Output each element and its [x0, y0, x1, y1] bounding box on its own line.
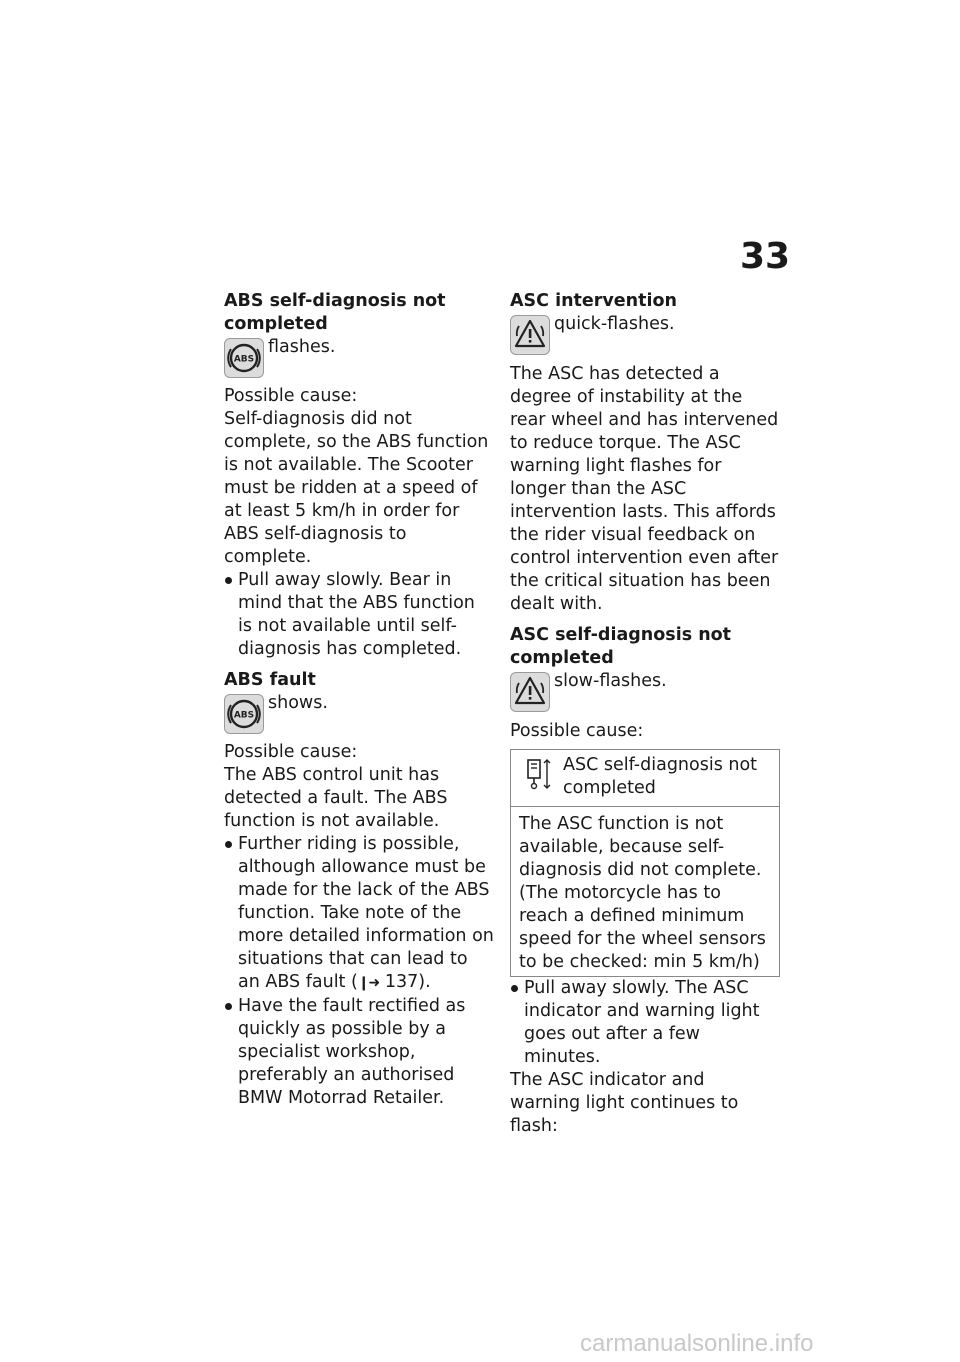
bullet-dot [225, 1003, 232, 1010]
page-number: 33 [740, 236, 791, 277]
abs-selfdiag-lamp-state: flashes. [268, 337, 336, 357]
abs-fault-bullet-2: Have the fault rectified as quickly as possible by a specialist workshop, preferably an authorised BMW Motorrad Retailer. [238, 996, 466, 1108]
page-ref-arrow-icon: ❙➜ [357, 975, 380, 991]
abs-fault-bullet-1-end: ). [418, 972, 431, 992]
abs-fault-lamp-row [224, 694, 494, 741]
asc-warning-icon [510, 315, 550, 355]
asc-selfdiag-after: The ASC indicator and warning light continues to flash: [510, 1070, 739, 1136]
list-item [510, 977, 780, 1069]
asc-selfdiag-lamp-row [510, 672, 780, 720]
abs-fault-cause-text: The ABS control unit has detected a fault. The ABS function is not available. [224, 765, 448, 831]
abs-fault-heading: ABS fault [224, 670, 316, 690]
tft-message-title: ASC self-diagnosis not completed [563, 755, 758, 798]
asc-selfdiag-bullet: Pull away slowly. The ASC indicator and warning light goes out after a few minutes. [524, 978, 760, 1067]
tft-message-box [510, 749, 780, 977]
bullet-dot [225, 841, 232, 848]
watermark: carmanualsonline.info [580, 1330, 814, 1357]
svg-text:ABS: ABS [233, 710, 255, 721]
bullet-dot [225, 577, 232, 584]
asc-selfdiag-heading: ASC self-diagnosis not completed [510, 625, 732, 668]
abs-fault-cause-label: Possible cause: [224, 742, 358, 762]
tft-message-header [511, 750, 779, 807]
abs-fault-page-ref[interactable]: 137 [384, 972, 419, 992]
abs-selfdiag-bullet: Pull away slowly. Bear in mind that the ABS function is not available until self-diagnosis has completed. [238, 570, 475, 659]
abs-selfdiag-cause-text: Self-diagnosis did not complete, so the ABS function is not available. The Scooter must be ridden at a speed of at least 5 km/h in order for ABS self-diagnosis to complete. [224, 409, 489, 567]
asc-intervention-lamp-row [510, 315, 780, 363]
list-item [224, 569, 494, 661]
right-column [510, 290, 780, 1138]
asc-selfdiag-cause-label: Possible cause: [510, 721, 644, 741]
asc-warning-icon [510, 672, 550, 712]
speed-sensor-icon [525, 758, 551, 790]
abs-selfdiag-heading: ABS self-diagnosis not completed [224, 291, 446, 334]
abs-fault-lamp-state: shows. [268, 693, 328, 713]
asc-intervention-heading: ASC intervention [510, 291, 677, 311]
abs-warning-icon [224, 338, 264, 378]
list-item [224, 833, 494, 995]
left-column [224, 290, 494, 1110]
asc-selfdiag-lamp-state: slow-flashes. [554, 671, 667, 691]
tft-message-body: The ASC function is not available, because self-diagnosis did not complete. (The motorcycle has to reach a defined minimum speed for the wheel sensors to be checked: min 5 km/h) [519, 814, 766, 972]
asc-intervention-lamp-state: quick-flashes. [554, 314, 675, 334]
bullet-dot [511, 985, 518, 992]
abs-warning-icon [224, 694, 264, 734]
list-item [224, 995, 494, 1110]
abs-selfdiag-lamp-row [224, 338, 494, 385]
svg-text:ABS: ABS [233, 354, 255, 365]
abs-selfdiag-cause-label: Possible cause: [224, 386, 358, 406]
asc-intervention-text: The ASC has detected a degree of instability at the rear wheel and has intervened to reduce torque. The ASC warning light flashes for longer than the ASC intervention lasts. This affords the rider visual feedback on control intervention even after the critical situation has been dealt with. [510, 364, 779, 614]
abs-fault-bullet-1: Further riding is possible, although allowance must be made for the lack of the ABS function. Take note of the more detailed information on situations that can lead to an ABS fault ( [238, 834, 494, 992]
